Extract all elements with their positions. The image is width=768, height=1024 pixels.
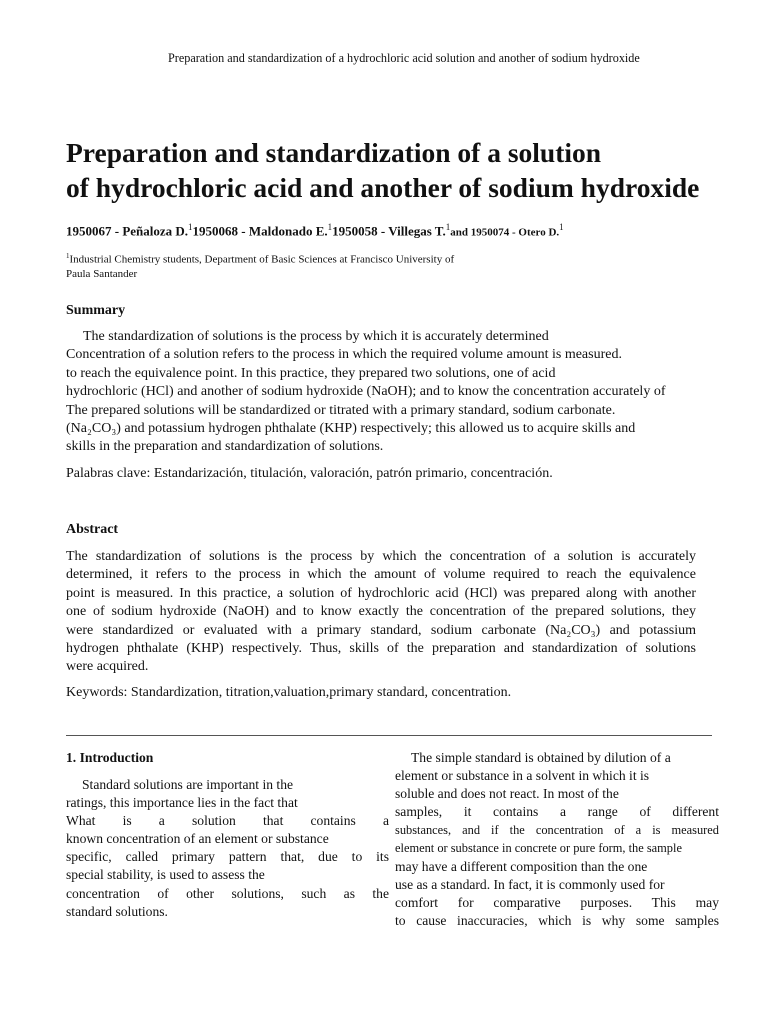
affiliation-line: Paula Santander <box>66 267 138 280</box>
abstract-line: were standardized or evaluated with a primary standard, sodium carbonate (Na₂CO₃) and potassium <box>66 622 696 638</box>
introduction-line: substances, and if the concentration of a is measured <box>395 823 719 838</box>
introduction-line: standard solutions. <box>66 903 168 919</box>
introduction-line: comfort for comparative purposes. This may <box>395 894 719 910</box>
author-list <box>66 218 564 241</box>
introduction-left-column <box>66 776 389 921</box>
paper-title <box>66 135 699 205</box>
summary-line: to reach the equivalence point. In this practice, they prepared two solutions, one of acid <box>66 365 556 381</box>
affiliation-marker: 1 <box>66 252 70 260</box>
introduction-line: ratings, this importance lies in the fact that <box>66 795 298 811</box>
introduction-line: The simple standard is obtained by dilution of a <box>411 750 671 765</box>
introduction-line: element or substance in concrete or pure form, the sample <box>395 841 682 856</box>
affiliation-marker: 1 <box>327 222 333 232</box>
introduction-line: soluble and does not react. In most of the <box>395 786 619 802</box>
introduction-line: special stability, is used to assess the <box>66 867 265 883</box>
summary-body <box>66 328 665 457</box>
abstract-line: The standardization of solutions is the process by which the concentration of a solution is accurately <box>66 549 696 564</box>
introduction-line: Standard solutions are important in the <box>82 777 294 792</box>
introduction-line: to cause inaccuracies, which is why some samples <box>395 912 719 928</box>
keywords-line: Palabras clave: Estandarización, titulación, valoración, patrón primario, concentración. <box>66 466 553 481</box>
abstract-keywords <box>66 684 511 702</box>
introduction-line: element or substance in a solvent in which it is <box>395 768 650 784</box>
author: 1950058 - Villegas T. <box>332 223 446 239</box>
introduction-line: known concentration of an element or substance <box>66 831 329 847</box>
introduction-line: specific, called primary pattern that, due to its <box>66 849 389 865</box>
author: 1950067 - Peñaloza D. <box>66 223 189 239</box>
affiliation-marker: 1 <box>445 222 451 232</box>
introduction-line: may have a different composition than the one <box>395 858 648 874</box>
summary-line: The prepared solutions will be standardized or titrated with a primary standard, sodium carbonate. <box>66 402 616 418</box>
summary-heading: Summary <box>66 303 126 318</box>
summary-line: skills in the preparation and standardization of solutions. <box>66 439 384 455</box>
affiliation <box>66 249 454 281</box>
abstract-line: point is measured. In this practice, a solution of hydrochloric acid (HCl) was prepared along with another <box>66 585 696 601</box>
summary-line: (Na₂CO₃) and potassium hydrogen phthalate (KHP) respectively; this allowed us to acquire skills and <box>66 421 636 437</box>
abstract-line: determined, it refers to the process in which the amount of volume required to reach the equivalence <box>66 567 696 583</box>
keywords-line: Keywords: Standardization, titration,valuation,primary standard, concentration. <box>66 685 512 700</box>
summary-line: The standardization of solutions is the process by which it is accurately determined <box>83 329 549 344</box>
summary-line: Concentration of a solution refers to the process in which the required volume amount is measured. <box>66 347 622 363</box>
abstract-line: were acquired. <box>66 659 149 675</box>
affiliation-marker: 1 <box>559 222 564 232</box>
title-line: Preparation and standardization of a solution <box>66 137 602 168</box>
introduction-line: What is a solution that contains a <box>66 813 389 829</box>
introduction-right-column <box>395 749 719 930</box>
title-line: of hydrochloric acid and another of sodium hydroxide <box>66 172 700 203</box>
summary-line: hydrochloric (HCl) and another of sodium hydroxide (NaOH); and to know the concentration accurately of <box>66 384 666 400</box>
affiliation-line <box>66 249 454 267</box>
introduction-heading: 1. Introduction <box>66 750 154 765</box>
affiliation-text: Industrial Chemistry students, Department of Basic Sciences at Francisco University of <box>69 253 455 266</box>
abstract-heading: Abstract <box>66 522 119 537</box>
summary-keywords <box>66 465 553 483</box>
introduction-line: use as a standard. In fact, it is commonly used for <box>395 876 665 892</box>
author: 1950074 - Otero D. <box>470 226 560 239</box>
introduction-line: samples, it contains a range of different <box>395 804 719 820</box>
introduction-line: concentration of other solutions, such as the <box>66 885 389 901</box>
author-conjunction: and <box>450 226 471 239</box>
author: 1950068 - Maldonado E. <box>192 223 328 239</box>
abstract-line: hydrogen phthalate (KHP) respectively. Thus, skills of the preparation and standardization of solutions <box>66 641 696 657</box>
section-divider <box>66 735 712 736</box>
running-header: Preparation and standardization of a hydrochloric acid solution and another of sodium hydroxide <box>168 51 640 65</box>
abstract-body <box>66 548 696 677</box>
affiliation-marker: 1 <box>188 222 193 232</box>
abstract-line: one of sodium hydroxide (NaOH) and to know exactly the concentration of the prepared solutions, they <box>66 604 696 620</box>
